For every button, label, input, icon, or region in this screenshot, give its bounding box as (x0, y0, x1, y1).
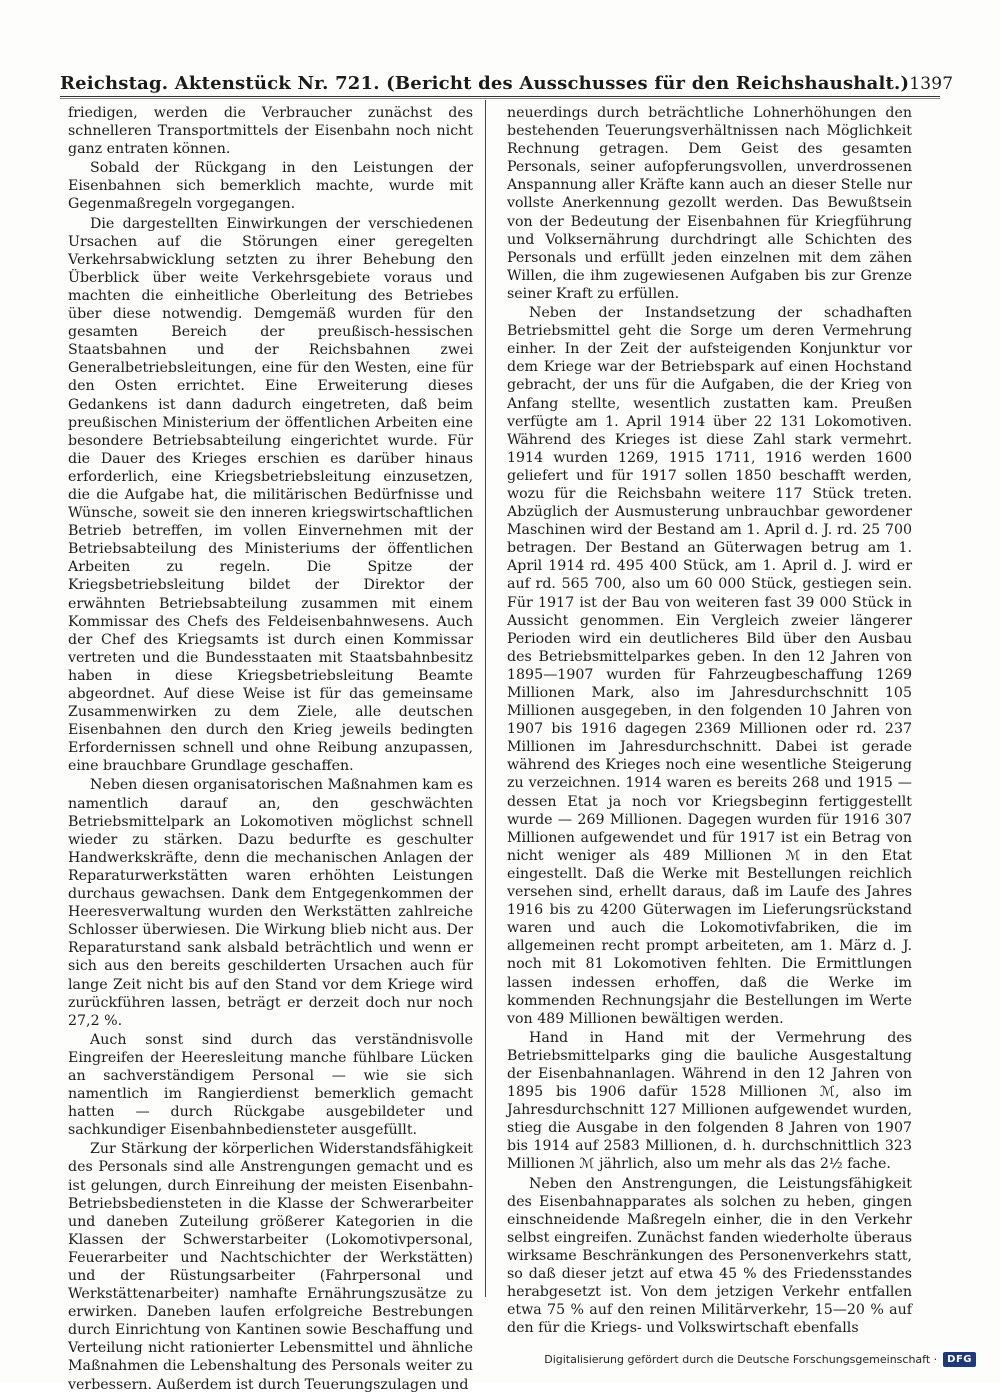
paragraph: Neben den Anstrengungen, die Leistungsfähigkeit des Eisenbahnapparates als solchen zu heben, gingen einschneidende Maßregeln einher, die in den Verkehr selbst eingreifen. Zunächst fanden wiederholte überaus wirksame Beschränkungen des Personenverkehrs statt, so daß dieser jetzt auf etwa 45 % des Friedensstandes herabgesetzt ist. Von dem jetzigen Verkehr entfallen etwa 75 % auf den reinen Militärverkehr, 15—20 % auf den für die Kriegs- und Volkswirtschaft ebenfalls (507, 1175, 912, 1337)
paragraph: Die dargestellten Einwirkungen der verschiedenen Ursachen auf die Störungen einer geregelten Verkehrsabwicklung setzten zu ihrer Behebung den Überblick über weite Verkehrsgebiete voraus und machten die einheitliche Oberleitung des Betriebes über diese notwendig. Demgemäß wurden für den gesamten Bereich der preußisch-hessischen Staatsbahnen und der Reichsbahnen zwei Generalbetriebsleitungen, eine für den Westen, eine für den Osten errichtet. Eine Erweiterung dieses Gedankens ist dann dadurch eingetreten, daß beim preußischen Ministerium der öffentlichen Arbeiten eine besondere Betriebsabteilung eingerichtet wurde. Für die Dauer des Krieges erschien es darüber hinaus erforderlich, eine Kriegsbetriebsleitung einzusetzen, die die Aufgabe hat, die militärischen Bedürfnisse und Wünsche, soweit sie den inneren kriegswirtschaftlichen Betrieb betreffen, im vollen Einvernehmen mit der Betriebsabteilung des Ministeriums der öffentlichen Arbeiten zu regeln. Die Spitze der Kriegsbetriebsleitung bildet der Direktor der erwähnten Betriebsabteilung zusammen mit einem Kommissar des Chefs des Feldeisenbahnwesens. Auch der Chef des Kriegsamts ist durch einen Kommissar vertreten und die Bundesstaaten mit Staatsbahnbesitz haben in diese Kriegsbetriebsleitung Beamte abgeordnet. Auf diese Weise ist für das gemeinsame Zusammenwirken zu dem Ziele, alle deutschen Eisenbahnen den durch den Krieg jeweils bedingten Erfordernissen schnell und ohne Reibung anzupassen, eine brauchbare Grundlage geschaffen. (68, 215, 473, 775)
paragraph: Hand in Hand mit der Vermehrung des Betriebsmittelparks ging die bauliche Ausgestaltung der Eisenbahnanlagen. Während in den 12 Jahren von 1895 bis 1906 dafür 1528 Millionen ℳ, also im Jahresdurchschnitt 127 Millionen aufgewendet wurden, stieg die Ausgabe in den folgenden 8 Jahren von 1907 bis 1914 auf 2583 Millionen, d. h. durchschnittlich 323 Millionen ℳ jährlich, also um mehr als das 2½ fache. (507, 1029, 912, 1173)
paragraph: Neben der Instandsetzung der schadhaften Betriebsmittel geht die Sorge um deren Vermehrung einher. In der Zeit der aufsteigenden Konjunktur vor dem Kriege war der Betriebspark auf einen Hochstand gebracht, der uns für die Aufgaben, die der Krieg von Anfang stellte, wesentlich zustatten kam. Preußen verfügte am 1. April 1914 über 22 131 Lokomotiven. Während des Krieges ist diese Zahl stark vermehrt. 1914 wurden 1269, 1915 1711, 1916 werden 1600 geliefert und für 1917 sollen 1850 beschafft werden, wozu für die Reichsbahn weitere 117 Stück treten. Abzüglich der Ausmusterung unbrauchbar gewordener Maschinen wird der Bestand am 1. April d. J. rd. 25 700 betragen. Der Bestand an Güterwagen betrug am 1. April 1914 rd. 495 400 Stück, am 1. April d. J. wird er auf rd. 565 700, also um 60 000 Stück, gestiegen sein. Für 1917 ist der Bau von weiteren fast 39 000 Stück in Aussicht genommen. Ein Vergleich zweier längerer Perioden wird ein deutlicheres Bild über den Ausbau des Betriebsmittelparkes geben. In den 12 Jahren von 1895—1907 wurden für Fahrzeugbeschaffung 1269 Millionen Mark, also im Jahresdurchschnitt 105 Millionen ausgegeben, in den folgenden 10 Jahren von 1907 bis 1916 dagegen 2369 Millionen oder rd. 237 Millionen im Jahresdurchschnitt. Dabei ist gerade während des Krieges noch eine wesentliche Steigerung zu verzeichnen. 1914 waren es bereits 268 und 1915 — dessen Etat ja noch vor Kriegsbeginn fertiggestellt wurde — 269 Millionen. Dagegen wurden für 1916 307 Millionen aufgewendet und für 1917 ist ein Betrag von nicht weniger als 489 Millionen ℳ in den Etat eingestellt. Daß die Werke mit Bestellungen reichlich versehen sind, erhellt daraus, daß im Laufe des Jahres 1916 bis zu 4200 Güterwagen im Lieferungsrückstand waren und auch die Lokomotivfabriken, die im allgemeinen recht prompt arbeiteten, am 1. März d. J. noch mit 81 Lokomotiven fehlten. Die Ermittlungen lassen indessen erhoffen, daß die Werke im kommenden Rechnungsjahr die Bestellungen im Werte von 489 Millionen bewältigen werden. (507, 305, 912, 1027)
paragraph: Sobald der Rückgang in den Leistungen der Eisenbahnen sich bemerklich machte, wurde mit Gegenmaßregeln vorgegangen. (68, 160, 473, 213)
header-title: Reichstag. Aktenstück Nr. 721. (Bericht des Ausschusses für den Reichshaushalt.) (60, 73, 910, 94)
digitization-footer (544, 1349, 976, 1369)
paragraph: Neben diesen organisatorischen Maßnahmen kam es namentlich darauf an, den geschwächten Betriebsmittelpark an Lokomotiven möglichst schnell wieder zu stärken. Dazu bedurfte es geschulter Handwerkskräfte, denn die mechanischen Anlagen der Reparaturwerkstätten waren erhöhten Leistungen durchaus gewachsen. Dank dem Entgegenkommen der Heeresverwaltung wurden den Werkstätten zahlreiche Schlosser überwiesen. Die Wirkung blieb nicht aus. Der Reparaturstand sank alsbald beträchtlich und wenn er sich aus den bereits geschilderten Ursachen auch für lange Zeit nicht bis auf den Stand vor dem Kriege wird zurückführen lassen, beträgt er derzeit doch nur noch 27,2 %. (68, 777, 473, 1029)
right-column (507, 104, 912, 1337)
paragraph: neuerdings durch beträchtliche Lohnerhöhungen den bestehenden Teuerungsverhältnissen nach Möglichkeit Rechnung getragen. Dem Geist des gesamten Personals, seiner aufopferungsvollen, unverdrossenen Anspannung aller Kräfte kann auch an dieser Stelle nur vollste Anerkennung gezollt werden. Das Bewußtsein von der Bedeutung der Eisenbahnen für Kriegführung und Volksernährung durchdringt alle Schichten des Personals und erfüllt jeden einzelnen mit dem zähen Willen, die ihm zugewiesenen Aufgaben bis zur Grenze seiner Kraft zu erfüllen. (507, 105, 912, 302)
footer-text: Digitalisierung gefördert durch die Deutsche Forschungsgemeinschaft · (544, 1352, 938, 1366)
header-rule (60, 96, 940, 97)
paragraph: Auch sonst sind durch das verständnisvolle Eingreifen der Heeresleitung manche fühlbare Lücken an sachverständigem Personal — wie sie sich namentlich im Rangierdienst bemerklich gemacht hatten — durch Rückgabe ausgebildeter und sachkundiger Eisenbahnbediensteter ausgefüllt. (68, 1031, 473, 1139)
paragraph: Zur Stärkung der körperlichen Widerstandsfähigkeit des Personals sind alle Anstrengungen gemacht und es ist gelungen, durch Einreihung der meisten Eisenbahn-Betriebsbediensteten in die Klasse der Schwerarbeiter und daneben Zuteilung größerer Kategorien in die Klassen der Schwerstarbeiter (Lokomotivpersonal, Feuerarbeiter und Nachtschichter der Werkstätten) und der Rüstungsarbeiter (Fahrpersonal und Werkstättenarbeiter) namhafte Ernährungszusätze zu erwirken. Daneben laufen erfolgreiche Bestrebungen durch Einrichtung von Kantinen sowie Beschaffung und Verteilung nicht rationierter Lebensmittel und ähnliche Maßnahmen die Lebenshaltung des Personals weiter zu verbessern. Außerdem ist durch Teuerungszulagen und (68, 1141, 473, 1393)
page-header (60, 62, 954, 94)
paragraph: friedigen, werden die Verbraucher zunächst des schnelleren Transportmittels der Eisenbahn noch nicht ganz entraten können. (68, 105, 473, 158)
page-number: 1397 (909, 74, 954, 94)
left-column (68, 104, 473, 1394)
column-separator (485, 100, 486, 1297)
header-rule-thin (60, 98, 940, 99)
dfg-logo-icon: DFG (943, 1352, 976, 1367)
